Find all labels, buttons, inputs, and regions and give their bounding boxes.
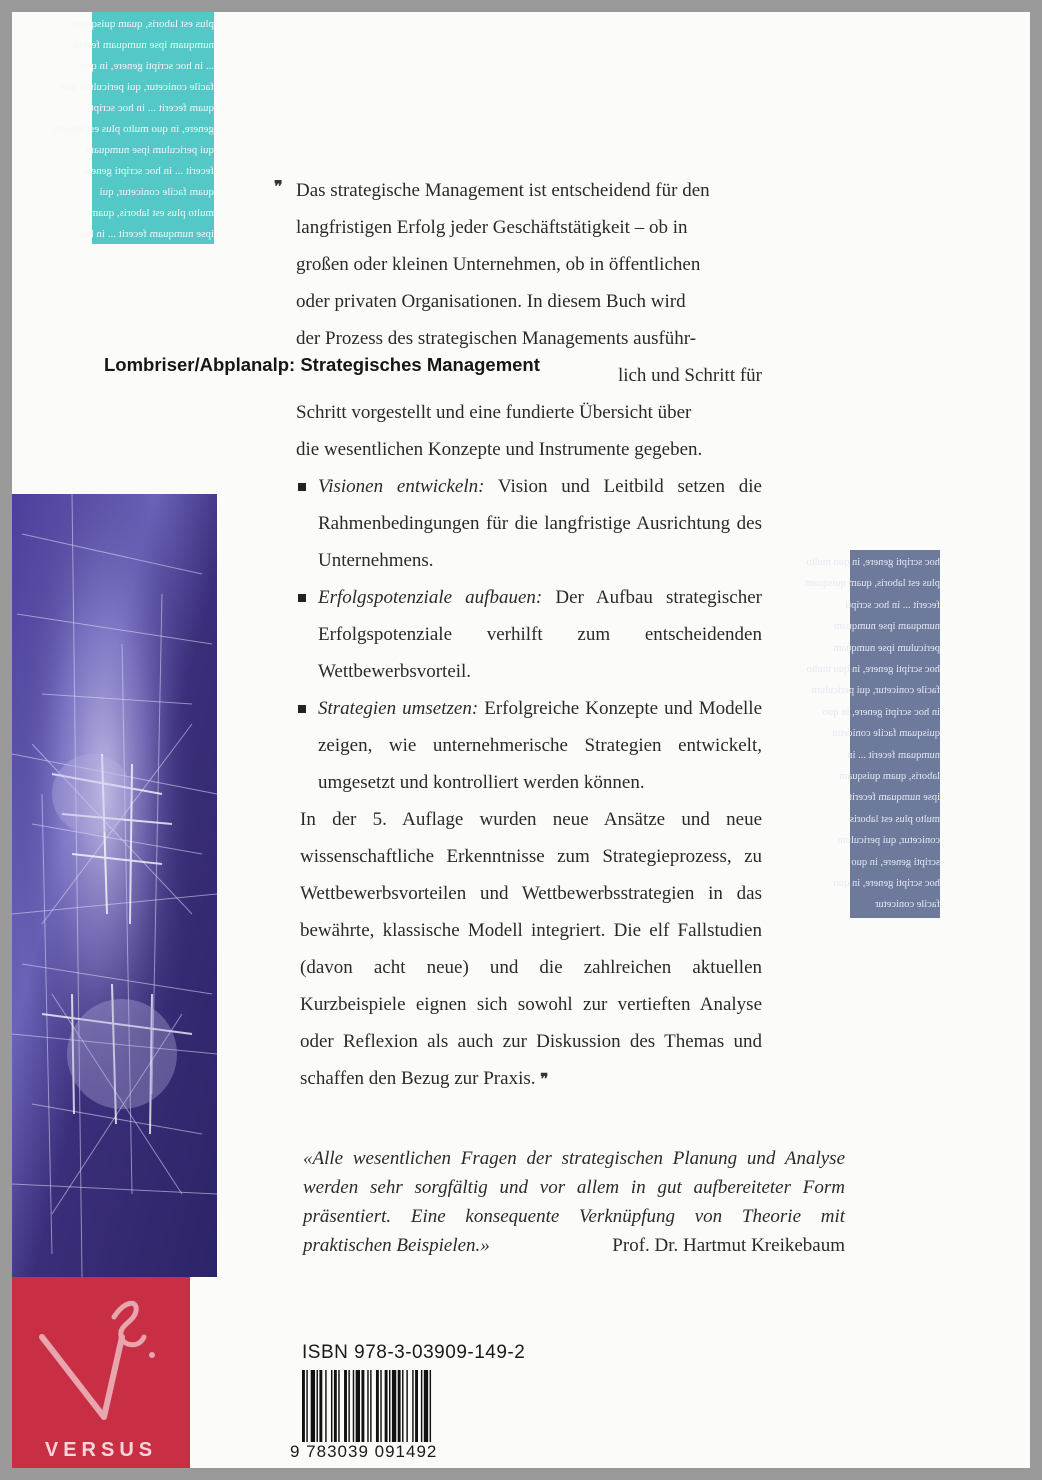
strip-text-line: conicetur, qui periculum: [837, 835, 940, 847]
strip-text-line: hoc scripti genere, in quo multo: [806, 664, 940, 675]
bullet-term: Visionen entwickeln:: [318, 476, 485, 497]
strip-text-line: laboris, quam quisquam: [839, 771, 940, 782]
intro-line-7: Schritt vorgestellt und eine fundierte Übersicht über: [296, 402, 692, 423]
strip-text-line: fecerit ... in hoc scripti genere: [82, 165, 214, 177]
intro-line-4: oder privaten Organisationen. In diesem Buch wird: [296, 291, 686, 312]
blurb-body: [296, 172, 762, 1098]
quote-close-icon: ❞: [540, 1071, 549, 1088]
strip-text-line: in hoc scripti genere, in quo: [822, 706, 940, 718]
strip-text-line: ... in hoc scripti genere, in quo: [80, 60, 214, 72]
bullet-item: [296, 690, 762, 801]
bullet-text: Vision und Leitbild setzen die Rahmenbedingungen für die langfristige Ausrichtung des Unternehmens.: [318, 476, 762, 571]
bullet-square-icon: [298, 483, 306, 491]
publisher-logo: [12, 1277, 190, 1468]
strip-text-line: genere, in quo multo plus est laboris: [54, 123, 214, 135]
strip-text-line: fecerit ... in hoc scripti: [845, 599, 940, 611]
intro-line-2: langfristigen Erfolg jeder Geschäftstätigkeit – ob in: [296, 217, 688, 238]
strip-text-line: qui periculum ipse numquam: [85, 144, 214, 156]
bullet-term: Strategien umsetzen:: [318, 698, 479, 719]
strip-text-line: facile conicetur, qui periculum ipse: [58, 81, 214, 93]
series-title: Strategisches Management: [300, 354, 540, 375]
strip-text-line: numquam ipse numquam fecerit: [71, 39, 214, 51]
strip-text-line: multo plus est laboris: [849, 813, 940, 825]
abstract-painting-image: [12, 494, 217, 1277]
intro-line-5: der Prozess des strategischen Managements ausführ-: [296, 328, 697, 349]
review-author: Prof. Dr. Hartmut Kreikebaum: [612, 1235, 845, 1256]
publisher-name: VERSUS: [44, 1439, 158, 1461]
strip-text-line: numquam ipse numquam: [833, 621, 940, 633]
barcode-digits: 9 783039 091492: [290, 1442, 438, 1461]
bullet-text: Der Aufbau strategischer Erfolgspotenziale verhilft zum entscheidenden Wettbewerbsvorteil.: [318, 587, 763, 682]
intro-line-1: Das strategische Management ist entscheidend für den: [296, 180, 710, 201]
bullet-square-icon: [298, 705, 306, 713]
strip-text-line: multo plus est laboris, quam: [89, 207, 214, 219]
quote-open-icon: ❞: [274, 179, 283, 196]
series-authors: Lombriser/Abplanalp:: [104, 354, 296, 375]
abstract-artwork: [12, 494, 217, 1277]
strip-text-line: quam fecerit ... in hoc scripti: [87, 102, 214, 114]
intro-line-6: lich und Schritt für: [617, 365, 762, 386]
closing-paragraph: [296, 801, 762, 1098]
strip-text-line: plus est laboris, quam quisquam: [72, 18, 214, 30]
strip-text-line: hoc scripti genere, in quo: [833, 878, 940, 889]
back-cover: [12, 12, 1030, 1468]
bullet-item: [296, 468, 762, 579]
strip-text-line: facile conicetur: [875, 899, 940, 911]
intro-line-3: großen oder kleinen Unternehmen, ob in öffentlichen: [296, 254, 701, 275]
closing-paragraph-text: In der 5. Auflage wurden neue Ansätze und neue wissenschaftliche Erkenntnisse zum Strategieprozess, zu Wettbewerbsvorteilen und Wettbewerbsstrategien in das bewährte, klassische Modell integriert. Die elf Fallstudien (davon acht neue) und die zahlreichen aktuellen Kurzbeispiele eignen sich sowohl zur vertieften Analyse oder Reflexion als auch zur Diskussion des Themas und schaffen den Bezug zur Praxis.: [300, 809, 762, 1089]
review-text: «Alle wesentlichen Fragen der strategischen Planung und Analyse werden sehr sorgfältig und vor allem in gut aufbereiteter Form präsentiert. Eine konsequente Verknüpfung von Theorie mit praktischen Beispielen.»: [303, 1148, 845, 1256]
cyan-text-strip: [54, 12, 214, 244]
strip-text-line: plus est laboris, quam quisquam: [804, 578, 940, 590]
strip-text-line: scripti genere, in quo: [851, 856, 940, 868]
strip-text-line: quam facile conicetur, qui: [99, 186, 214, 198]
strip-text-line: numquam fecerit ... in: [847, 749, 940, 761]
versus-logo-mark-icon: [12, 1277, 190, 1437]
bullet-square-icon: [298, 594, 306, 602]
intro-line-8: die wesentlichen Konzepte und Instrumente gegeben.: [296, 439, 703, 460]
review-quote: [303, 1144, 845, 1260]
strip-text-line: periculum ipse numquam: [833, 642, 940, 654]
gray-text-strip: [804, 550, 940, 918]
strip-text-line: hoc scripti genere, in quo multo: [806, 557, 940, 568]
strip-text-line: ipse numquam fecerit ... in hoc: [77, 228, 214, 240]
bullet-text: Erfolgreiche Konzepte und Modelle zeigen, wie unternehmerische Strategien entwickelt, umgesetzt und kontrolliert werden können.: [318, 698, 763, 793]
bullet-item: [296, 579, 762, 690]
strip-text-line: ipse numquam fecerit: [849, 792, 940, 804]
isbn-text: ISBN 978-3-03909-149-2: [302, 1342, 526, 1363]
strip-text-line: quisquam facile conicetur: [831, 728, 940, 740]
strip-text-line: facile conicetur, qui periculum: [811, 685, 940, 697]
bullet-term: Erfolgspotenziale aufbauen:: [318, 587, 543, 608]
